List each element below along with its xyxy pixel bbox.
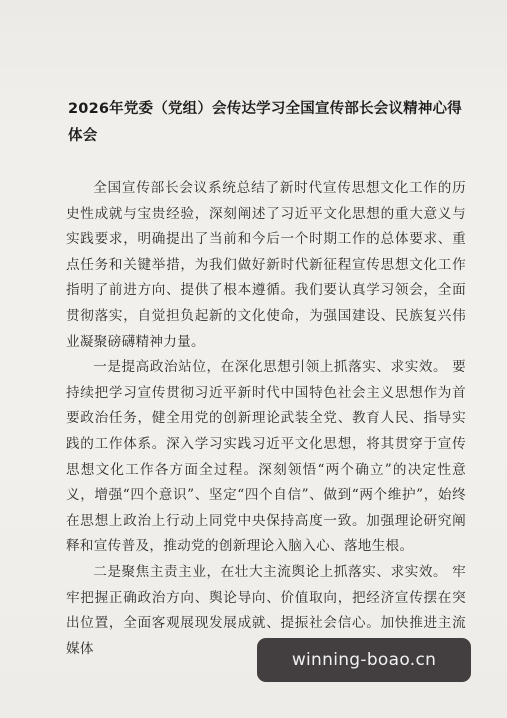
paragraph-intro: 全国宣传部长会议系统总结了新时代宣传思想文化工作的历史性成就与宝贵经验，深刻阐述了习近平文化思想的重大意义与实践要求，明确提出了当前和今后一个时期工作的总体要求、重点任务和关键举措，为我们做好新时代新征程宣传思想文化工作指明了前进方向、提供了根本遵循。我们要认真学习领会，全面贯彻落实，自觉担负起新的文化使命，为强国建设、民族复兴伟业凝聚磅礴精神力量。 [66,180,466,350]
site-watermark: winning-boao.cn [257,638,471,682]
paragraph-point-two: 二是聚焦主责主业，在壮大主流舆论上抓落实、求实效。 牢牢把握正确政治方向、舆论导向、价值取向，把经济宣传摆在突出位置，全面客观展现发展成就、提振社会信心。加快推进主流媒体 [66,563,466,657]
document-body [66,176,466,662]
paragraph-point-one: 一是提高政治站位，在深化思想引领上抓落实、求实效。 要持续把学习宣传贯彻习近平新时代中国特色社会主义思想作为首要政治任务，健全用党的创新理论武装全党、教育人民、指导实践的工作体系。深入学习实践习近平文化思想，将其贯穿于宣传思想文化工作各方面全过程。深刻领悟“两个确立”的决定性意义，增强“四个意识”、坚定“四个自信”、做到“两个维护”，始终在思想上政治上行动上同党中央保持高度一致。加强理论研究阐释和宣传普及，推动党的创新理论入脑入心、落地生根。 [66,359,466,555]
document-title: 2026年党委（党组）会传达学习全国宣传部长会议精神心得体会 [68,101,462,144]
